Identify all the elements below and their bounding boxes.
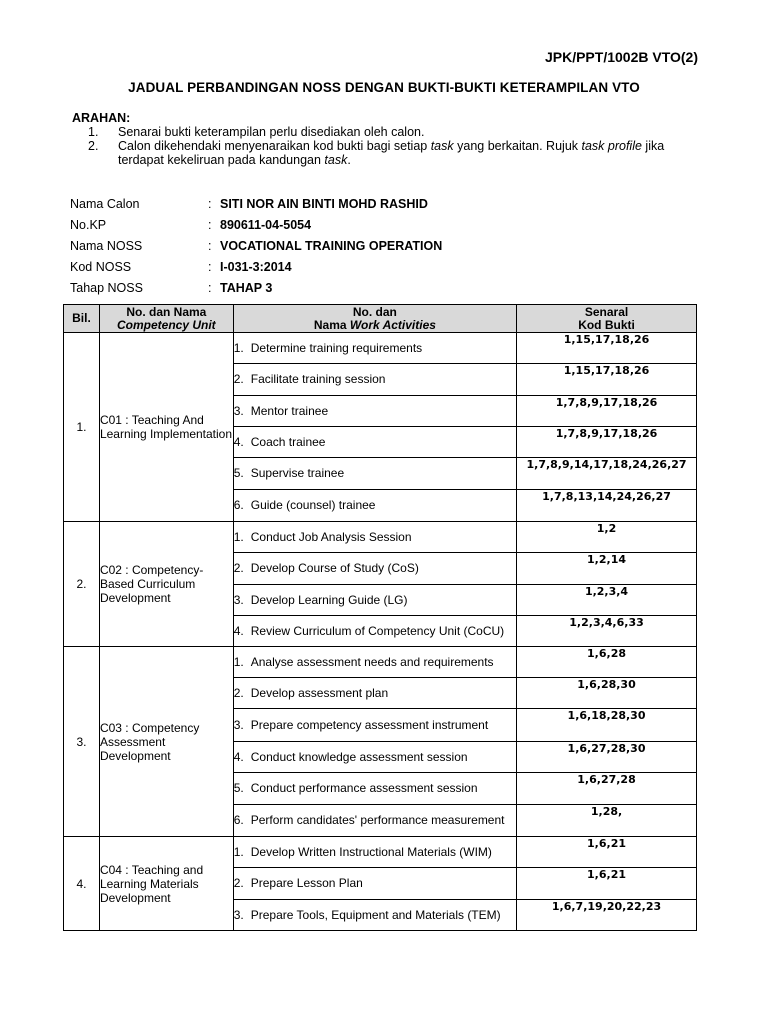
activity-text: Develop Learning Guide (LG): [250, 592, 408, 607]
activity-text: Develop assessment plan: [250, 685, 389, 700]
header-competency-unit: No. dan Nama Competency Unit: [99, 305, 233, 333]
comparison-table: [63, 304, 697, 931]
header-kod-bukti: Senaral Kod Bukti: [517, 305, 697, 333]
header-bil: Bil.: [64, 305, 100, 333]
info-colon: :: [208, 239, 212, 253]
unit-number: 4.: [64, 837, 100, 931]
evidence-codes: 1,28,: [517, 805, 697, 837]
evidence-codes: 1,6,27,28,30: [517, 742, 697, 773]
info-label: No.KP: [70, 218, 107, 232]
info-label: Nama NOSS: [70, 239, 143, 253]
evidence-codes: 1,6,21: [517, 868, 697, 900]
work-activity: [233, 553, 516, 585]
unit-number: 3.: [64, 647, 100, 837]
activity-number: 1.: [233, 529, 244, 544]
evidence-codes: 1,2,3,4,6,33: [517, 616, 697, 647]
table-row: [64, 647, 697, 678]
activity-text: Develop Course of Study (CoS): [250, 561, 419, 575]
evidence-codes: 1,15,17,18,26: [517, 333, 697, 364]
activity-text: Guide (counsel) trainee: [250, 498, 376, 512]
work-activity: [233, 490, 516, 522]
info-colon: :: [208, 197, 212, 211]
activity-text: Mentor trainee: [250, 403, 329, 418]
evidence-codes: 1,15,17,18,26: [517, 364, 697, 396]
work-activity: [233, 427, 516, 458]
activity-text: Conduct performance assessment session: [250, 781, 478, 795]
work-activity: [233, 837, 516, 868]
activity-number: 5.: [233, 466, 244, 480]
activity-text: Prepare Lesson Plan: [250, 876, 363, 890]
table-row: [64, 522, 697, 553]
work-activity: [233, 522, 516, 553]
info-value: 890611-04-5054: [220, 218, 312, 232]
activity-number: 4.: [233, 623, 244, 638]
activity-text: Determine training requirements: [250, 340, 423, 355]
info-value: I-031-3:2014: [220, 260, 292, 274]
evidence-codes: 1,6,18,28,30: [517, 709, 697, 742]
activity-text: Conduct Job Analysis Session: [250, 529, 412, 544]
activity-text: Conduct knowledge assessment session: [250, 749, 468, 764]
activity-text: Prepare Tools, Equipment and Materials (TEM): [250, 907, 501, 922]
table-row: [64, 333, 697, 364]
evidence-codes: 1,6,28,30: [517, 678, 697, 709]
activity-text: Facilitate training session: [250, 372, 386, 386]
instruction-number: 1.: [88, 125, 99, 139]
instruction-item: 2. Calon dikehendaki menyenaraikan kod bukti bagi setiap task yang berkaitan. Rujuk task profile jika terdapat kekeliruan pada kandungan task.: [88, 139, 665, 167]
instructions-heading: ARAHAN:: [72, 111, 131, 125]
work-activity: [233, 364, 516, 396]
activity-number: 1.: [233, 340, 244, 355]
work-activity: [233, 458, 516, 490]
activity-text: Review Curriculum of Competency Unit (CoCU): [250, 623, 505, 638]
work-activity: [233, 616, 516, 647]
work-activity: [233, 396, 516, 427]
info-label: Nama Calon: [70, 197, 140, 211]
work-activity: [233, 773, 516, 805]
work-activity: [233, 742, 516, 773]
activity-number: 3.: [233, 403, 244, 418]
header-work-activities: No. dan Nama Work Activities: [233, 305, 516, 333]
activity-text: Perform candidates' performance measurement: [250, 813, 505, 827]
work-activity: [233, 647, 516, 678]
work-activity: [233, 900, 516, 931]
work-activity: [233, 709, 516, 742]
info-colon: :: [208, 281, 212, 295]
table-row: [64, 837, 697, 868]
activity-text: Prepare competency assessment instrument: [250, 717, 489, 732]
activity-number: 4.: [233, 749, 244, 764]
activity-number: 1.: [233, 844, 244, 859]
work-activity: [233, 585, 516, 616]
document-reference-code: JPK/PPT/1002B VTO(2): [544, 49, 698, 65]
activity-number: 5.: [233, 781, 244, 795]
activity-number: 1.: [233, 654, 244, 669]
activity-number: 2.: [233, 372, 244, 386]
work-activity: [233, 333, 516, 364]
evidence-codes: 1,6,27,28: [517, 773, 697, 805]
work-activity: [233, 678, 516, 709]
competency-unit-name: C04 : Teaching and Learning Materials Development: [99, 837, 233, 931]
instruction-number: 2.: [88, 139, 99, 153]
activity-text: Coach trainee: [250, 434, 326, 449]
work-activity: [233, 805, 516, 837]
activity-number: 2.: [233, 876, 244, 890]
activity-number: 2.: [233, 561, 244, 575]
evidence-codes: 1,6,28: [517, 647, 697, 678]
work-activity: [233, 868, 516, 900]
info-value: TAHAP 3: [220, 281, 273, 295]
info-colon: :: [208, 260, 212, 274]
evidence-codes: 1,7,8,9,17,18,26: [517, 396, 697, 427]
competency-unit-name: C03 : Competency Assessment Development: [99, 647, 233, 837]
evidence-codes: 1,2,14: [517, 553, 697, 585]
instruction-item: [88, 125, 688, 139]
evidence-codes: 1,2,3,4: [517, 585, 697, 616]
competency-unit-name: C02 : Competency-Based Curriculum Development: [99, 522, 233, 647]
activity-text: Supervise trainee: [250, 466, 345, 480]
activity-number: 6.: [233, 498, 244, 512]
evidence-codes: 1,2: [517, 522, 697, 553]
info-label: Kod NOSS: [70, 260, 132, 274]
info-colon: :: [208, 218, 212, 232]
activity-number: 3.: [233, 592, 244, 607]
activity-number: 3.: [233, 717, 244, 732]
activity-number: 6.: [233, 813, 244, 827]
evidence-codes: 1,7,8,9,14,17,18,24,26,27: [517, 458, 697, 490]
evidence-codes: 1,7,8,13,14,24,26,27: [517, 490, 697, 522]
table-header-row: [64, 305, 697, 333]
activity-text: Analyse assessment needs and requirements: [250, 654, 494, 669]
activity-number: 4.: [233, 434, 244, 449]
info-label: Tahap NOSS: [70, 281, 143, 295]
evidence-codes: 1,6,21: [517, 837, 697, 868]
info-value: VOCATIONAL TRAINING OPERATION: [220, 239, 443, 253]
instruction-text: Senarai bukti keterampilan perlu disediakan oleh calon.: [118, 125, 425, 139]
activity-number: 3.: [233, 907, 244, 922]
activity-text: Develop Written Instructional Materials (WIM): [250, 844, 492, 859]
document-title: JADUAL PERBANDINGAN NOSS DENGAN BUKTI-BUKTI KETERAMPILAN VTO: [128, 80, 640, 95]
competency-unit-name: C01 : Teaching And Learning Implementation: [99, 333, 233, 522]
info-value: SITI NOR AIN BINTI MOHD RASHID: [220, 197, 428, 211]
activity-number: 2.: [233, 685, 244, 700]
evidence-codes: 1,6,7,19,20,22,23: [517, 900, 697, 931]
evidence-codes: 1,7,8,9,17,18,26: [517, 427, 697, 458]
unit-number: 1.: [64, 333, 100, 522]
unit-number: 2.: [64, 522, 100, 647]
